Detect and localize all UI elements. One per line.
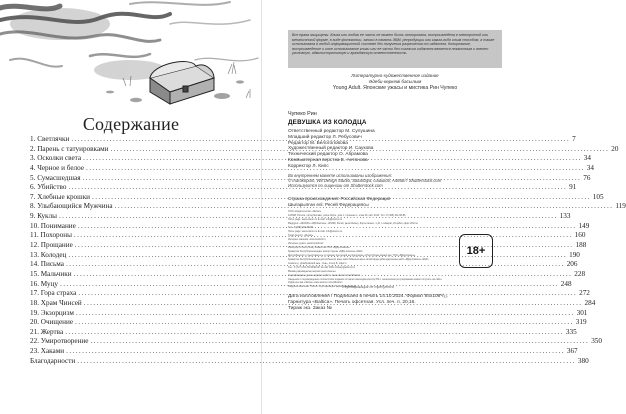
legal-line: Home page: www.eksmo.ru E-mail: info@eksmo.ru <box>288 218 343 221</box>
staff-line: Ответственный редактор М. Сулушина <box>288 129 375 134</box>
toc-entry-title: 6. Убийство <box>30 183 67 192</box>
print-line: Гарнитура «Baltica». Печать офсетная. Усл. печ. л. 20,16. <box>288 300 416 306</box>
legal-line: 123308, Россия, город Москва, улица Зорге, дом 1, строение 1, этаж 20, каб. 2013. Тел.: 8 (495) 411-68-86. <box>288 214 407 217</box>
literature-type-block <box>288 73 502 92</box>
toc-entry-page: 133 <box>559 212 571 221</box>
toc-entry-page: 190 <box>569 250 580 259</box>
toc-entry-page: 248 <box>560 279 572 288</box>
legal-line: Қазақстан Республикасындағы импорттаушы «РДЦ-Алматы» ЖШС. <box>288 250 364 253</box>
toc-entry-title: 1. Светлячки <box>30 135 70 143</box>
credit-line: Используются по лицензии от Shutterstock.com <box>288 183 383 189</box>
toc-entry-page: 149 <box>578 221 590 230</box>
legal-line: Интернет-магазин: www.book24.ru <box>288 238 326 241</box>
toc-entry-title: 3. Осколки света <box>30 154 82 163</box>
toc-entry-title: 16. Муцу <box>30 279 59 288</box>
toc-entry <box>30 337 602 347</box>
print-details <box>288 294 512 313</box>
toc-entry-page: 367 <box>566 347 578 356</box>
country-of-origin-kz: Шығарылған елі: Ресей Федерациясы <box>288 201 369 207</box>
staff-line: Корректор Л. Кипс <box>288 163 329 169</box>
legal-line: Өндіруші: «ЭКСМО» АҚБ Баспасы, 123308, Ресей, қала Мәскеу, Зорге көшесі, 1 үй, 1 ғимарат, 20 қабат, офис 2013 ж. <box>288 222 419 225</box>
toc-entry-page: 350 <box>591 337 602 346</box>
legal-line: Интернет-дүкен: www.book24.kz <box>288 242 324 245</box>
country-block <box>288 196 502 207</box>
toc-entry-page: 335 <box>565 327 577 336</box>
series-name: Young Adult. Японские ужасы и мистика Рин Чупеко <box>332 85 458 92</box>
toc-entry <box>30 356 589 367</box>
legal-line: Тел.: 8 (727) 251-59-90/91/92; E-mail: RDC-Almaty@eksmo.kz <box>288 266 355 269</box>
toc-entry-page: 119 <box>615 202 626 211</box>
toc-entry-page: 105 <box>592 192 604 201</box>
legal-line: Қазақстан Республикасында дистрибьютор және өнім бойынша арыз-талаптарды қабылдаушының өкілі «РДЦ-Алматы» ЖШС, <box>288 258 429 261</box>
toc-entry-page: 284 <box>584 298 596 307</box>
staff-line: Компьютерная верстка Е. Антонова <box>288 157 368 163</box>
legal-line: Тел.: 8 (495) 411-68-86. <box>288 226 314 229</box>
print-line: Тираж экз. Заказ № <box>288 306 332 312</box>
legal-line: Алматы қ., Домбровский көш., 3«а», литер Б, офис 1. <box>288 262 348 265</box>
toc-entry-title: 18. Храм Чинсей <box>30 298 82 307</box>
toc-entry-title: 14. Письма <box>30 260 64 269</box>
author-name: Чупеко Рин <box>288 111 317 117</box>
literature-type-kz: Әдеби-көркемі басылым <box>368 78 422 84</box>
literature-type: Литературно-художественное издание <box>351 73 439 78</box>
toc-entry-title: 21. Жертва <box>30 327 64 336</box>
credit-line: © marukopum, Wit Design Studio, Saturitaya, cuiuiuioti, ArtMari / Shutterstock.com <box>288 178 442 184</box>
toc-entry-page: 34 <box>583 154 591 163</box>
staff-line: Редактор М. Белоголовова <box>288 140 348 146</box>
toc-entry-title: 5. Сумасшедшая <box>30 173 81 182</box>
toc-entry-page: 76 <box>583 173 591 182</box>
toc-entry-page: 34 <box>586 163 594 172</box>
toc-entry <box>30 318 587 328</box>
toc-entry <box>30 327 577 338</box>
credit-line: Во внутреннем макете использованы изображения: <box>288 173 392 178</box>
toc-entry-page: 319 <box>575 318 587 327</box>
legal-line: Сертификация туралы ақпарат сайтта: www.eksmo.ru/certification <box>288 274 361 277</box>
toc-entry-page: 91 <box>569 183 577 192</box>
toc-entry-title: 12. Прощание <box>30 241 73 250</box>
toc-entry <box>30 347 578 357</box>
age-rating-badge: 18+ <box>459 234 493 268</box>
legal-line: ООО «Издательство «Эксмо» <box>288 210 322 213</box>
toc-entry-page: 206 <box>566 260 578 269</box>
print-line: Дата изготовления / Подписано в печать 14.10.2024. Формат 84x108¹/₃₂. <box>288 294 449 299</box>
toc-entry-title: 13. Колодец <box>30 250 67 259</box>
legal-line: Тауар белгісі: «Эксмо» <box>288 234 314 237</box>
staff-line: Младший редактор Л. Ребусович <box>288 134 362 140</box>
chest-illustration <box>0 0 262 108</box>
toc-entry-title: 9. Куклы <box>30 212 57 221</box>
imprint-page <box>262 0 512 414</box>
toc-entry-title: 17. Гора страха <box>30 289 77 298</box>
toc-entry-title: 8. Улыбающийся Мужчина <box>30 202 113 211</box>
editorial-staff <box>288 129 502 170</box>
toc-entry-title: 11. Похороны <box>30 231 72 240</box>
toc-entry-title: 15. Мальчики <box>30 269 72 278</box>
toc-entry-page: 380 <box>577 356 589 365</box>
toc-entry-title: 2. Парень с татуировками <box>30 144 109 153</box>
contents-title: Содержание <box>82 114 180 134</box>
country-of-origin: Страна происхождения: Российская Федерация <box>288 196 391 201</box>
toc-entry-page: 188 <box>575 241 587 250</box>
toc-entry-title: 19. Экзорцизм <box>30 308 74 317</box>
staff-line: Художественный редактор И. Саукова <box>288 146 374 152</box>
toc-entry-title: Благодарности <box>30 356 76 365</box>
toc-entry-page: 228 <box>574 269 586 278</box>
toc-entry-title: 7. Хлебные крошки <box>30 192 91 201</box>
certification-note: Сертификация не требуется <box>342 285 394 289</box>
copyright-notice: Все права защищены. Книга или любая ее часть не может быть скопирована, воспроизведена в электронной или механической форме, в виде фотокопии, записи в память ЭВМ, репродукции или каким-либо иным способом, а также использована в любой информационной системе без получения разрешения от издателя. Копирование, воспроизведение и иное использование книги или ее части без согласия издателя является незаконным и влечет уголовную, административную и гражданскую ответственность. <box>288 30 502 68</box>
toc-entry-page: 7 <box>572 135 576 143</box>
legal-line: Өндірген мемлекет: Ресей. Сертификация қарастырылмаған <box>288 285 356 288</box>
toc-entry-title: 20. Очищение <box>30 318 74 327</box>
toc-entry-title: 23. Хаками <box>30 347 65 356</box>
legal-line: Өнімнің жарамдылық мерзімі шектелмеген. <box>288 270 337 273</box>
toc-entry-page: 20 <box>611 144 619 153</box>
legal-line: Сведения о подтверждении соответствия издания согласно законодательству РФ о техническом регулировании можно получить на сайте Издательства «Эксмо» www.eksmo.ru/certification <box>288 278 442 284</box>
book-title: ДЕВУШКА ИЗ КОЛОДЦА <box>288 119 367 126</box>
toc-entry-page: 301 <box>576 308 588 317</box>
image-credits <box>288 173 502 189</box>
toc-entry-page: 160 <box>574 231 586 240</box>
toc-entry-page: 272 <box>579 289 590 298</box>
toc-entry-title: 22. Умиротворение <box>30 337 89 346</box>
toc-entry-title: 4. Черное и белое <box>30 163 85 172</box>
legal-line: Дистрибьютор и представитель по приему претензий на продукцию, в Республике Казахстан: ТОО «РДЦ-Алматы» <box>288 254 416 257</box>
legal-line: Home page: www.eksmo.ru E-mail: info@eksmo.ru. <box>288 230 343 233</box>
staff-line: Технический редактор О. Абрамова <box>288 152 368 158</box>
legal-line: Импортёр в Республику Казахстан ТОО «РДЦ-Алматы». <box>288 246 351 249</box>
toc-entry-title: 10. Понимание <box>30 221 76 230</box>
